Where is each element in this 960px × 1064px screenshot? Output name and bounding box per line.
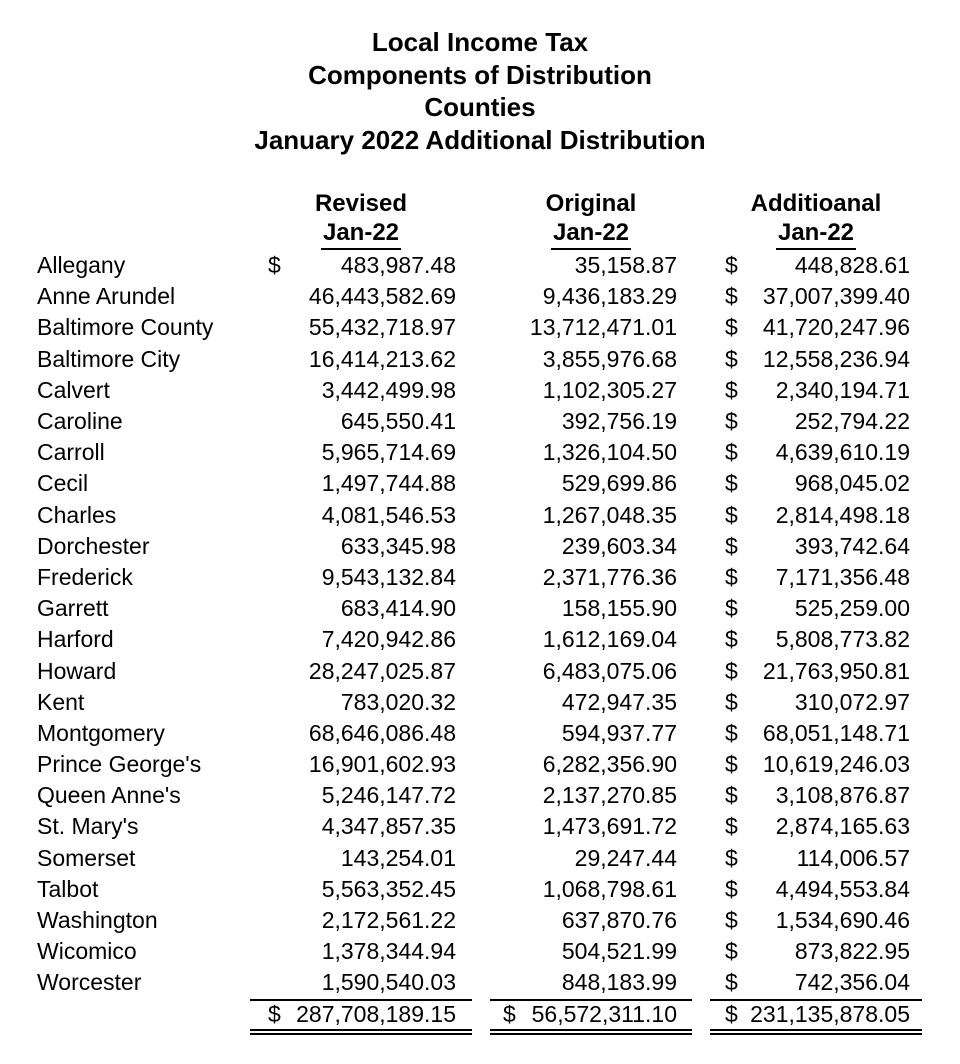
county-name: Queen Anne's <box>37 782 181 809</box>
additional-cell <box>710 936 922 967</box>
column-gap <box>472 718 490 749</box>
additional-cell <box>710 312 922 343</box>
original-cell <box>490 375 692 406</box>
table-row <box>0 905 960 936</box>
column-gap <box>472 655 490 686</box>
revised-cell <box>250 905 472 936</box>
total-row <box>0 999 960 1035</box>
original-value: 13,712,471.01 <box>529 314 677 341</box>
original-cell <box>490 905 692 936</box>
table-row <box>0 437 960 468</box>
column-gap <box>692 780 710 811</box>
revised-cell <box>250 593 472 624</box>
original-cell <box>490 749 692 780</box>
additional-value: 2,874,165.63 <box>775 813 910 840</box>
additional-value: 2,340,194.71 <box>775 376 910 403</box>
column-gap <box>692 500 710 531</box>
additional-cell <box>710 874 922 905</box>
original-value: 35,158.87 <box>574 252 677 279</box>
column-gap <box>692 437 710 468</box>
revised-value: 143,254.01 <box>340 844 456 871</box>
column-gap <box>692 468 710 499</box>
original-cell <box>490 500 692 531</box>
additional-value: 310,072.97 <box>794 688 910 715</box>
table-row <box>0 843 960 874</box>
column-gap <box>472 250 490 281</box>
document-title <box>0 26 960 156</box>
county-name: Frederick <box>37 563 133 590</box>
additional-value: 5,808,773.82 <box>775 626 910 653</box>
revised-cell <box>250 687 472 718</box>
total-original-cell <box>490 999 692 1035</box>
original-cell <box>490 562 692 593</box>
original-value: 848,183.99 <box>561 969 677 996</box>
additional-subheader: Jan-22 <box>776 219 856 250</box>
original-value: 239,603.34 <box>561 532 677 559</box>
original-cell <box>490 344 692 375</box>
additional-value: 12,558,236.94 <box>762 345 910 372</box>
original-value: 392,756.19 <box>561 408 677 435</box>
dollar-sign: $ <box>503 1001 516 1027</box>
total-original-value: 56,572,311.10 <box>531 1001 677 1027</box>
original-cell <box>490 531 692 562</box>
additional-value: 41,720,247.96 <box>762 314 910 341</box>
column-gap <box>692 967 710 998</box>
county-name: Worcester <box>37 969 142 996</box>
county-name: Somerset <box>37 844 136 871</box>
original-cell <box>490 687 692 718</box>
dollar-sign: $ <box>725 501 738 528</box>
dollar-sign: $ <box>725 813 738 840</box>
table-row <box>0 312 960 343</box>
original-cell <box>490 281 692 312</box>
original-value: 472,947.35 <box>561 688 677 715</box>
revised-cell <box>250 967 472 998</box>
column-gap <box>692 718 710 749</box>
county-name: Charles <box>37 501 117 528</box>
revised-value: 16,414,213.62 <box>308 345 456 372</box>
dollar-sign: $ <box>725 408 738 435</box>
additional-value: 393,742.64 <box>794 532 910 559</box>
dollar-sign: $ <box>725 907 738 934</box>
dollar-sign: $ <box>725 782 738 809</box>
original-value: 1,612,169.04 <box>542 626 677 653</box>
column-gap <box>692 562 710 593</box>
column-gap <box>692 250 710 281</box>
revised-value: 683,414.90 <box>340 595 456 622</box>
dollar-sign: $ <box>725 875 738 902</box>
additional-cell <box>710 562 922 593</box>
original-cell <box>490 312 692 343</box>
column-gap <box>472 749 490 780</box>
county-name: Wicomico <box>37 938 137 965</box>
original-cell <box>490 655 692 686</box>
table-row <box>0 468 960 499</box>
revised-cell <box>250 624 472 655</box>
original-value: 158,155.90 <box>561 595 677 622</box>
column-gap <box>472 967 490 998</box>
column-gap <box>692 905 710 936</box>
revised-value: 483,987.48 <box>340 252 456 279</box>
column-gap <box>472 780 490 811</box>
column-gap <box>472 500 490 531</box>
original-value: 2,371,776.36 <box>542 563 677 590</box>
county-name: Harford <box>37 626 114 653</box>
original-cell <box>490 718 692 749</box>
dollar-sign: $ <box>268 1001 281 1027</box>
column-gap <box>692 624 710 655</box>
dollar-sign: $ <box>725 969 738 996</box>
total-additional-value: 231,135,878.05 <box>750 1001 910 1027</box>
revised-cell <box>250 344 472 375</box>
table-row <box>0 780 960 811</box>
original-value: 1,473,691.72 <box>542 813 677 840</box>
table-row <box>0 250 960 281</box>
additional-cell <box>710 406 922 437</box>
original-value: 504,521.99 <box>561 938 677 965</box>
county-name: Baltimore County <box>37 314 214 341</box>
title-line-4: January 2022 Additional Distribution <box>254 124 706 155</box>
additional-cell <box>710 967 922 998</box>
column-gap <box>692 188 710 219</box>
dollar-sign: $ <box>725 252 738 279</box>
original-cell <box>490 936 692 967</box>
title-line-3: Counties <box>424 92 536 122</box>
additional-cell <box>710 687 922 718</box>
original-value: 529,699.86 <box>561 470 677 497</box>
revised-cell <box>250 406 472 437</box>
revised-value: 3,442,499.98 <box>321 376 456 403</box>
revised-cell <box>250 312 472 343</box>
total-additional-cell <box>710 999 922 1035</box>
table-row <box>0 562 960 593</box>
county-name: Calvert <box>37 376 110 403</box>
county-name: Talbot <box>37 875 99 902</box>
additional-value: 2,814,498.18 <box>775 501 910 528</box>
additional-cell <box>710 344 922 375</box>
revised-cell <box>250 655 472 686</box>
original-cell <box>490 967 692 998</box>
county-name: Garrett <box>37 595 109 622</box>
column-gap <box>472 905 490 936</box>
column-gap <box>692 312 710 343</box>
additional-value: 4,639,610.19 <box>775 439 910 466</box>
additional-cell <box>710 531 922 562</box>
column-gap <box>472 624 490 655</box>
column-gap <box>692 655 710 686</box>
table-row <box>0 718 960 749</box>
additional-cell <box>710 624 922 655</box>
original-cell <box>490 811 692 842</box>
county-name: Dorchester <box>37 532 150 559</box>
additional-value: 21,763,950.81 <box>762 657 910 684</box>
additional-cell <box>710 593 922 624</box>
additional-cell <box>710 843 922 874</box>
column-gap <box>692 874 710 905</box>
revised-value: 633,345.98 <box>340 532 456 559</box>
revised-value: 55,432,718.97 <box>308 314 456 341</box>
additional-value: 114,006.57 <box>796 844 910 871</box>
additional-cell <box>710 468 922 499</box>
revised-value: 9,543,132.84 <box>321 563 456 590</box>
dollar-sign: $ <box>268 252 281 279</box>
additional-value: 1,534,690.46 <box>775 907 910 934</box>
column-gap <box>692 811 710 842</box>
dollar-sign: $ <box>725 376 738 403</box>
additional-value: 37,007,399.40 <box>762 283 910 310</box>
county-name: Montgomery <box>37 719 165 746</box>
additional-cell <box>710 250 922 281</box>
county-name: Carroll <box>37 439 105 466</box>
dollar-sign: $ <box>725 751 738 778</box>
revised-value: 4,081,546.53 <box>321 501 456 528</box>
county-name: Caroline <box>37 408 123 435</box>
total-revised-value: 287,708,189.15 <box>296 1001 456 1027</box>
additional-cell <box>710 655 922 686</box>
revised-cell <box>250 562 472 593</box>
column-gap <box>692 375 710 406</box>
original-value: 594,937.77 <box>561 719 677 746</box>
revised-value: 2,172,561.22 <box>321 907 456 934</box>
original-cell <box>490 780 692 811</box>
column-gap <box>472 843 490 874</box>
revised-cell <box>250 375 472 406</box>
county-name: St. Mary's <box>37 813 139 840</box>
column-gap <box>472 811 490 842</box>
revised-value: 5,246,147.72 <box>321 782 456 809</box>
column-gap <box>472 188 490 219</box>
county-name: Anne Arundel <box>37 283 176 310</box>
revised-cell <box>250 500 472 531</box>
original-cell <box>490 437 692 468</box>
dollar-sign: $ <box>725 470 738 497</box>
original-cell <box>490 593 692 624</box>
additional-value: 68,051,148.71 <box>762 719 910 746</box>
column-gap <box>472 406 490 437</box>
original-value: 6,282,356.90 <box>542 751 677 778</box>
original-cell <box>490 624 692 655</box>
dollar-sign: $ <box>725 283 738 310</box>
county-name: Kent <box>37 688 85 715</box>
total-revised-cell <box>250 999 472 1035</box>
revised-value: 1,378,344.94 <box>321 938 456 965</box>
dollar-sign: $ <box>725 1001 738 1027</box>
revised-value: 7,420,942.86 <box>321 626 456 653</box>
dollar-sign: $ <box>725 314 738 341</box>
column-gap <box>472 562 490 593</box>
dollar-sign: $ <box>725 345 738 372</box>
dollar-sign: $ <box>725 439 738 466</box>
revised-cell <box>250 468 472 499</box>
dollar-sign: $ <box>725 938 738 965</box>
table-row <box>0 375 960 406</box>
revised-value: 783,020.32 <box>340 688 456 715</box>
additional-value: 252,794.22 <box>794 408 910 435</box>
additional-cell <box>710 718 922 749</box>
additional-cell <box>710 780 922 811</box>
revised-subheader: Jan-22 <box>321 219 401 250</box>
additional-value: 4,494,553.84 <box>775 875 910 902</box>
additional-value: 525,259.00 <box>794 595 910 622</box>
dollar-sign: $ <box>725 688 738 715</box>
revised-cell <box>250 531 472 562</box>
column-gap <box>472 312 490 343</box>
dollar-sign: $ <box>725 595 738 622</box>
revised-value: 5,965,714.69 <box>321 439 456 466</box>
column-gap <box>692 843 710 874</box>
column-gap <box>472 468 490 499</box>
additional-value: 873,822.95 <box>794 938 910 965</box>
additional-cell <box>710 905 922 936</box>
table-row <box>0 687 960 718</box>
revised-cell <box>250 749 472 780</box>
column-gap <box>472 344 490 375</box>
column-gap <box>692 531 710 562</box>
dollar-sign: $ <box>725 844 738 871</box>
original-cell <box>490 250 692 281</box>
additional-value: 968,045.02 <box>794 470 910 497</box>
additional-value: 3,108,876.87 <box>775 782 910 809</box>
table-row <box>0 624 960 655</box>
column-gap <box>472 531 490 562</box>
table-row <box>0 655 960 686</box>
column-gap <box>472 936 490 967</box>
original-value: 9,436,183.29 <box>542 283 677 310</box>
column-gap <box>692 281 710 312</box>
table-row <box>0 749 960 780</box>
column-gap <box>692 344 710 375</box>
original-cell <box>490 406 692 437</box>
revised-cell <box>250 811 472 842</box>
additional-value: 448,828.61 <box>794 252 910 279</box>
revised-cell <box>250 874 472 905</box>
revised-cell <box>250 718 472 749</box>
additional-value: 7,171,356.48 <box>775 563 910 590</box>
column-header-row <box>0 188 960 219</box>
revised-column-header: Revised <box>314 189 408 217</box>
county-column-header <box>0 188 250 219</box>
revised-cell <box>250 281 472 312</box>
additional-cell <box>710 500 922 531</box>
column-gap <box>692 687 710 718</box>
original-value: 29,247.44 <box>574 844 677 871</box>
table-row <box>0 811 960 842</box>
revised-value: 46,443,582.69 <box>308 283 456 310</box>
original-column-header: Original <box>545 189 637 217</box>
county-name: Washington <box>37 907 158 934</box>
additional-column-header: Additioanal <box>750 189 882 217</box>
revised-cell <box>250 843 472 874</box>
original-value: 6,483,075.06 <box>542 657 677 684</box>
original-subheader: Jan-22 <box>551 219 631 250</box>
original-cell <box>490 843 692 874</box>
county-name: Cecil <box>37 470 89 497</box>
column-gap <box>692 936 710 967</box>
dollar-sign: $ <box>725 719 738 746</box>
original-cell <box>490 874 692 905</box>
table-row <box>0 874 960 905</box>
original-value: 637,870.76 <box>561 907 677 934</box>
revised-cell <box>250 780 472 811</box>
table-row <box>0 344 960 375</box>
revised-value: 645,550.41 <box>340 408 456 435</box>
title-line-2: Components of Distribution <box>308 59 652 90</box>
additional-cell <box>710 811 922 842</box>
column-gap <box>472 375 490 406</box>
additional-cell <box>710 437 922 468</box>
table-row <box>0 531 960 562</box>
revised-value: 1,497,744.88 <box>321 470 456 497</box>
original-value: 1,326,104.50 <box>542 439 677 466</box>
column-subheader-row <box>0 219 960 250</box>
county-name: Howard <box>37 657 117 684</box>
additional-value: 742,356.04 <box>794 969 910 996</box>
column-gap <box>472 281 490 312</box>
revised-value: 5,563,352.45 <box>321 875 456 902</box>
additional-value: 10,619,246.03 <box>762 751 910 778</box>
table-row <box>0 593 960 624</box>
distribution-table <box>0 188 960 1035</box>
dollar-sign: $ <box>725 657 738 684</box>
revised-cell <box>250 936 472 967</box>
original-value: 2,137,270.85 <box>542 782 677 809</box>
county-name: Baltimore City <box>37 345 181 372</box>
table-row <box>0 281 960 312</box>
title-line-1: Local Income Tax <box>371 27 589 57</box>
table-row <box>0 500 960 531</box>
additional-cell <box>710 281 922 312</box>
column-gap <box>472 687 490 718</box>
county-name: Prince George's <box>37 751 202 778</box>
column-gap <box>692 593 710 624</box>
original-value: 1,267,048.35 <box>542 501 677 528</box>
original-value: 3,855,976.68 <box>542 345 677 372</box>
table-row <box>0 967 960 998</box>
dollar-sign: $ <box>725 563 738 590</box>
dollar-sign: $ <box>725 626 738 653</box>
revised-value: 1,590,540.03 <box>321 969 456 996</box>
column-gap <box>472 437 490 468</box>
original-value: 1,068,798.61 <box>542 875 677 902</box>
revised-value: 16,901,602.93 <box>308 751 456 778</box>
column-gap <box>692 406 710 437</box>
column-gap <box>472 874 490 905</box>
column-gap <box>692 749 710 780</box>
revised-value: 68,646,086.48 <box>308 719 456 746</box>
revised-cell <box>250 250 472 281</box>
revised-value: 28,247,025.87 <box>308 657 456 684</box>
original-cell <box>490 468 692 499</box>
table-row <box>0 406 960 437</box>
revised-value: 4,347,857.35 <box>321 813 456 840</box>
column-gap <box>472 593 490 624</box>
dollar-sign: $ <box>725 532 738 559</box>
table-body <box>0 250 960 999</box>
revised-cell <box>250 437 472 468</box>
table-row <box>0 936 960 967</box>
original-value: 1,102,305.27 <box>542 376 677 403</box>
additional-cell <box>710 375 922 406</box>
county-name: Allegany <box>37 252 126 279</box>
additional-cell <box>710 749 922 780</box>
